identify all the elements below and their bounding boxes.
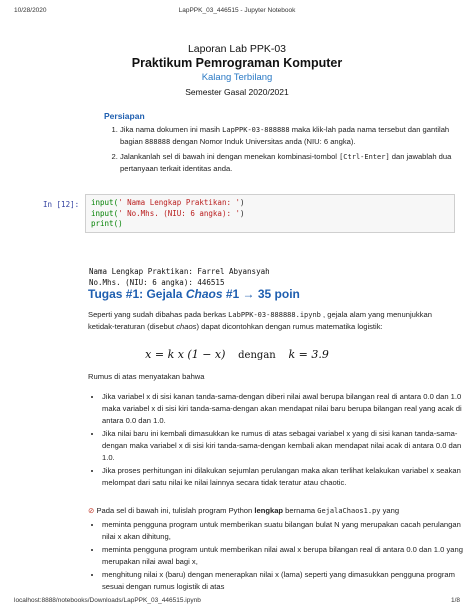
cell-prompt: In [12]:	[43, 200, 80, 209]
code-line-2: input(' No.Mhs. (NIU: 6 angka): ')	[91, 208, 245, 218]
niu-placeholder-code: 888888	[144, 138, 171, 146]
tugas1-intro: Seperti yang sudah dibahas pada berkas LabPPK-03-888888.ipynb , gejala alam yang menunjukkan ketidak-teraturan (disebut chaos) dapat dicontohkan dengan rumus matematika logistik:	[88, 310, 432, 331]
task-bullets	[88, 519, 470, 594]
persiapan-step-1: 1. Jika nama dokumen ini masih LapPPK-03-888888 maka klik-lah pada nama tersebut dan gantilah bagian 888888 dengan Nomor Induk Universitas anda (NIU: 6 angka).	[120, 124, 470, 148]
persiapan-heading: Persiapan	[104, 111, 145, 121]
page-number: 1/8	[450, 597, 460, 604]
list-item: • Jika variabel x di sisi kanan tanda-sama-dengan diberi nilai awal berupa bilangan real di antara 0.0 dan 1.0 maka variabel x di sisi kiri tanda-sama-dengan akan mendapat nilai baru berupa bilangan real yang acak di antara 0.0 dan 1.0.	[102, 391, 470, 427]
no-entry-icon: ⊘	[88, 506, 95, 515]
output-line-1: Nama Lengkap Praktikan: Farrel Abyansyah	[89, 267, 270, 276]
list-item: • menghitung nilai x (baru) dengan menerapkan nilai x (lama) seperti yang dimasukkan pengguna program sesuai dengan rumus logistik di atas	[102, 569, 470, 593]
list-item: • meminta pengguna program untuk memberikan suatu bilangan bulat N yang merupakan cacah perulangan nilai x akan dihitung,	[102, 519, 470, 543]
report-title: Laporan Lab PPK-03	[187, 43, 287, 55]
list-item: • Jika proses perhitungan ini dilakukan sejumlan perulangan maka akan terlihat kelakukan variabel x seakan melompat dari satu nilai ke nilai lainnya secara tidak teratur atau chaotic.	[102, 465, 470, 489]
rumus-intro: Rumus di atas menyatakan bahwa	[88, 372, 205, 381]
persiapan-steps	[104, 124, 470, 177]
print-date: 10/28/2020	[14, 7, 47, 14]
program-name-code: GejalaChaos1.py	[317, 507, 381, 515]
list-item: • Jika nilai baru ini kembali dimasukkan ke rumus di atas sebagai variabel x yang di sisi kanan tanda-sama-dengan maka variabel x di sisi kiri tanda-sama-dengan kembali akan mendapat nilai acak di antara 0.0 dan 1.0.	[102, 428, 470, 464]
rumus-bullets	[88, 391, 470, 490]
course-title: Praktikum Pemrograman Komputer	[131, 56, 343, 70]
lab-topic: Kalang Terbilang	[201, 72, 273, 83]
task-instruction: ⊘ Pada sel di bawah ini, tulislah program Python lengkap bernama GejalaChaos1.py yang	[88, 506, 400, 515]
persiapan-step-2: 2. Jalankanlah sel di bawah ini dengan menekan kombinasi-tombol [Ctrl-Enter] dan jawablah dua pertanyaan terkait identitas anda.	[120, 151, 470, 174]
code-line-1: input(' Nama Lengkap Praktikan: ')	[91, 198, 245, 207]
print-title: LapPPK_03_446515 - Jupyter Notebook	[178, 7, 296, 14]
notebook-name-code: LapPPK-03-888888	[222, 126, 290, 134]
lab-file-code: LabPPK-03-888888.ipynb	[228, 311, 321, 319]
list-item: • meminta pengguna program untuk memberikan nilai awal x berupa bilangan real di antara 0.0 dan 1.0 yang merupakan nilai awal bagi x,	[102, 544, 470, 568]
page-header	[14, 7, 460, 16]
logistic-formula: x = k x (1 − x) dengan k = 3.9	[145, 348, 329, 361]
print-url: localhost:8888/notebooks/Downloads/LapPPK_03_446515.ipynb	[14, 597, 201, 604]
shortcut-code: [Ctrl-Enter]	[339, 153, 390, 161]
semester: Semester Gasal 2020/2021	[185, 87, 289, 97]
cell-output	[89, 266, 270, 288]
output-line-2: No.Mhs. (NIU: 6 angka): 446515	[89, 278, 225, 287]
code-line-3: print()	[91, 219, 123, 228]
page-footer	[14, 597, 460, 606]
code-cell[interactable]	[85, 194, 455, 233]
tugas1-heading: Tugas #1: Gejala Chaos #1 → 35 poin	[88, 287, 300, 301]
